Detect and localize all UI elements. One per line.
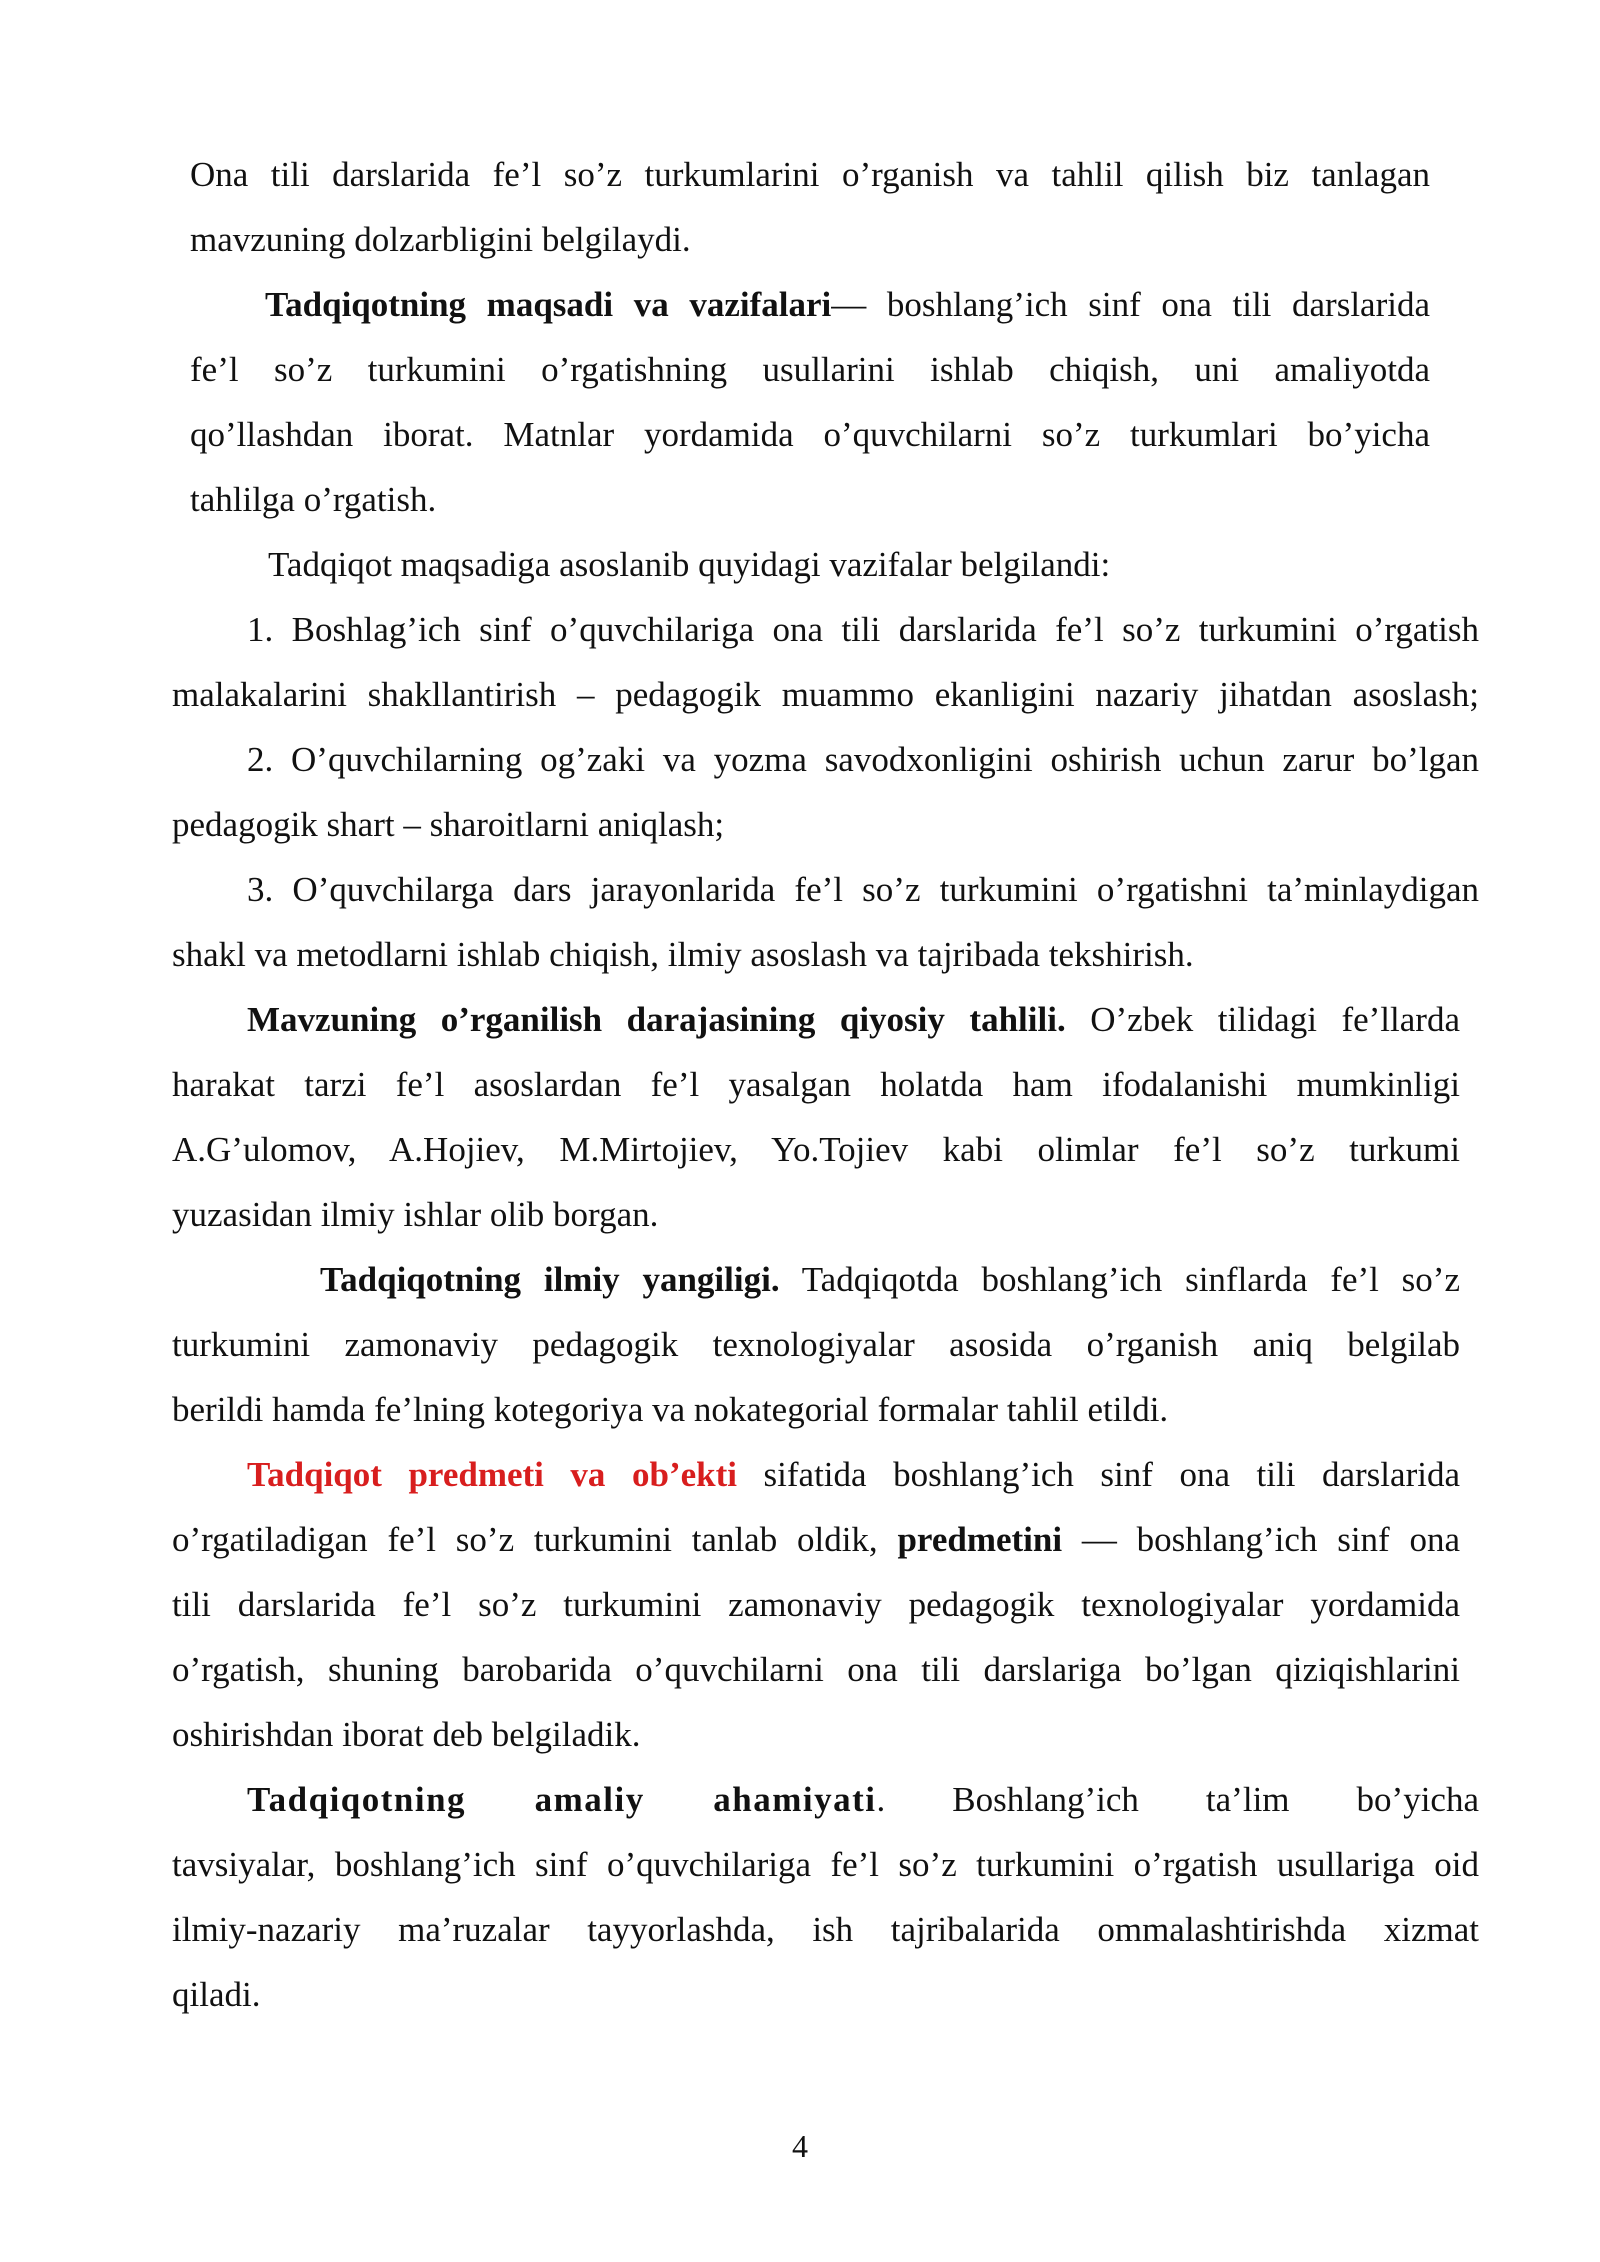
text-line bbox=[172, 1442, 1460, 1507]
text-line: mavzuning dolzarbligini belgilaydi. bbox=[190, 220, 691, 259]
section-heading: Tadqiqot predmeti va ob’ekti bbox=[247, 1455, 737, 1494]
list-item bbox=[172, 857, 1479, 987]
text-line bbox=[172, 1767, 1479, 1832]
paragraph-literature bbox=[172, 987, 1460, 1247]
text-line: berildi hamda fe’lning kotegoriya va nokategorial formalar tahlil etildi. bbox=[172, 1390, 1169, 1429]
paragraph-goals bbox=[190, 272, 1430, 532]
text-line: Tadqiqot maqsadiga asoslanib quyidagi vazifalar belgilandi: bbox=[268, 545, 1111, 584]
text-line: 3. O’quvchilarga dars jarayonlarida fe’l so’z turkumini o’rgatishni ta’minlaydigan bbox=[247, 870, 1479, 909]
text-line: harakat tarzi fe’l asoslardan fe’l yasalgan holatda ham ifodalanishi mumkinligi bbox=[172, 1065, 1460, 1104]
text-line: yuzasidan ilmiy ishlar olib borgan. bbox=[172, 1195, 659, 1234]
section-heading: Tadqiqotning ilmiy yangiligi. bbox=[320, 1260, 780, 1299]
section-heading: Mavzuning o’rganilish darajasining qiyosiy tahlili. bbox=[247, 1000, 1066, 1039]
text-line: A.G’ulomov, A.Hojiev, M.Mirtojiev, Yo.Tojiev kabi olimlar fe’l so’z turkumi bbox=[172, 1130, 1460, 1169]
bold-term: predmetini bbox=[897, 1520, 1063, 1559]
text-line: qiladi. bbox=[172, 1975, 261, 2014]
text-line: o’rgatish, shuning barobarida o’quvchilarni ona tili darslariga bo’lgan qiziqishlarini bbox=[172, 1650, 1460, 1689]
text-line bbox=[190, 272, 1430, 337]
text-span: o’rgatiladigan fe’l so’z turkumini tanlab oldik, bbox=[172, 1520, 898, 1559]
paragraph-subject-object bbox=[172, 1442, 1460, 1767]
text-line: malakalarini shakllantirish – pedagogik muammo ekanligini nazariy jihatdan asoslash; bbox=[172, 675, 1479, 714]
text-line bbox=[172, 1507, 1460, 1572]
text-span: . bbox=[876, 1780, 886, 1819]
text-line: pedagogik shart – sharoitlarni aniqlash; bbox=[172, 805, 725, 844]
text-span: Boshlang’ich ta’lim bo’yicha bbox=[885, 1780, 1479, 1819]
text-line: shakl va metodlarni ishlab chiqish, ilmiy asoslash va tajribada tekshirish. bbox=[172, 935, 1194, 974]
section-heading: Tadqiqotning amaliy ahamiyati bbox=[247, 1780, 877, 1819]
paragraph-practical bbox=[172, 1767, 1479, 2027]
text-span: O’zbek tilidagi fe’llarda bbox=[1065, 1000, 1460, 1039]
page-number: 4 bbox=[792, 2128, 808, 2164]
paragraph-novelty bbox=[172, 1247, 1460, 1442]
text-span: sifatida boshlang’ich sinf ona tili darslarida bbox=[736, 1455, 1460, 1494]
text-line: Ona tili darslarida fe’l so’z turkumlarini o’rganish va tahlil qilish biz tanlagan bbox=[190, 155, 1430, 194]
text-line: ilmiy-nazariy ma’ruzalar tayyorlashda, ish tajribalarida ommalashtirishda xizmat bbox=[172, 1910, 1479, 1949]
text-line: turkumini zamonaviy pedagogik texnologiyalar asosida o’rganish aniq belgilab bbox=[172, 1325, 1460, 1364]
text-line: 1. Boshlag’ich sinf o’quvchilariga ona tili darslarida fe’l so’z turkumini o’rgatish bbox=[247, 610, 1479, 649]
text-line: qo’llashdan iborat. Matnlar yordamida o’quvchilarni so’z turkumlari bo’yicha bbox=[190, 415, 1430, 454]
text-line: tahlilga o’rgatish. bbox=[190, 480, 437, 519]
text-line: 2. O’quvchilarning og’zaki va yozma savodxonligini oshirish uchun zarur bo’lgan bbox=[247, 740, 1479, 779]
text-line bbox=[172, 987, 1460, 1052]
section-heading: Tadqiqotning maqsadi va vazifalari bbox=[265, 285, 832, 324]
list-item bbox=[172, 597, 1479, 727]
text-line: fe’l so’z turkumini o’rgatishning usullarini ishlab chiqish, uni amaliyotda bbox=[190, 350, 1430, 389]
text-span: — boshlang’ich sinf ona bbox=[1062, 1520, 1461, 1559]
text-span: Tadqiqotda boshlang’ich sinflarda fe’l so’z bbox=[779, 1260, 1460, 1299]
text-line: oshirishdan iborat deb belgiladik. bbox=[172, 1715, 641, 1754]
text-line: tili darslarida fe’l so’z turkumini zamonaviy pedagogik texnologiyalar yordamida bbox=[172, 1585, 1460, 1624]
text-span: — boshlang’ich sinf ona tili darslarida bbox=[831, 285, 1430, 324]
list-item bbox=[172, 727, 1479, 857]
paragraph-relevance bbox=[190, 142, 1430, 272]
paragraph-tasks-intro bbox=[268, 532, 1368, 597]
text-line bbox=[172, 1247, 1460, 1312]
text-line: tavsiyalar, boshlang’ich sinf o’quvchilariga fe’l so’z turkumini o’rgatish usullariga oid bbox=[172, 1845, 1479, 1884]
